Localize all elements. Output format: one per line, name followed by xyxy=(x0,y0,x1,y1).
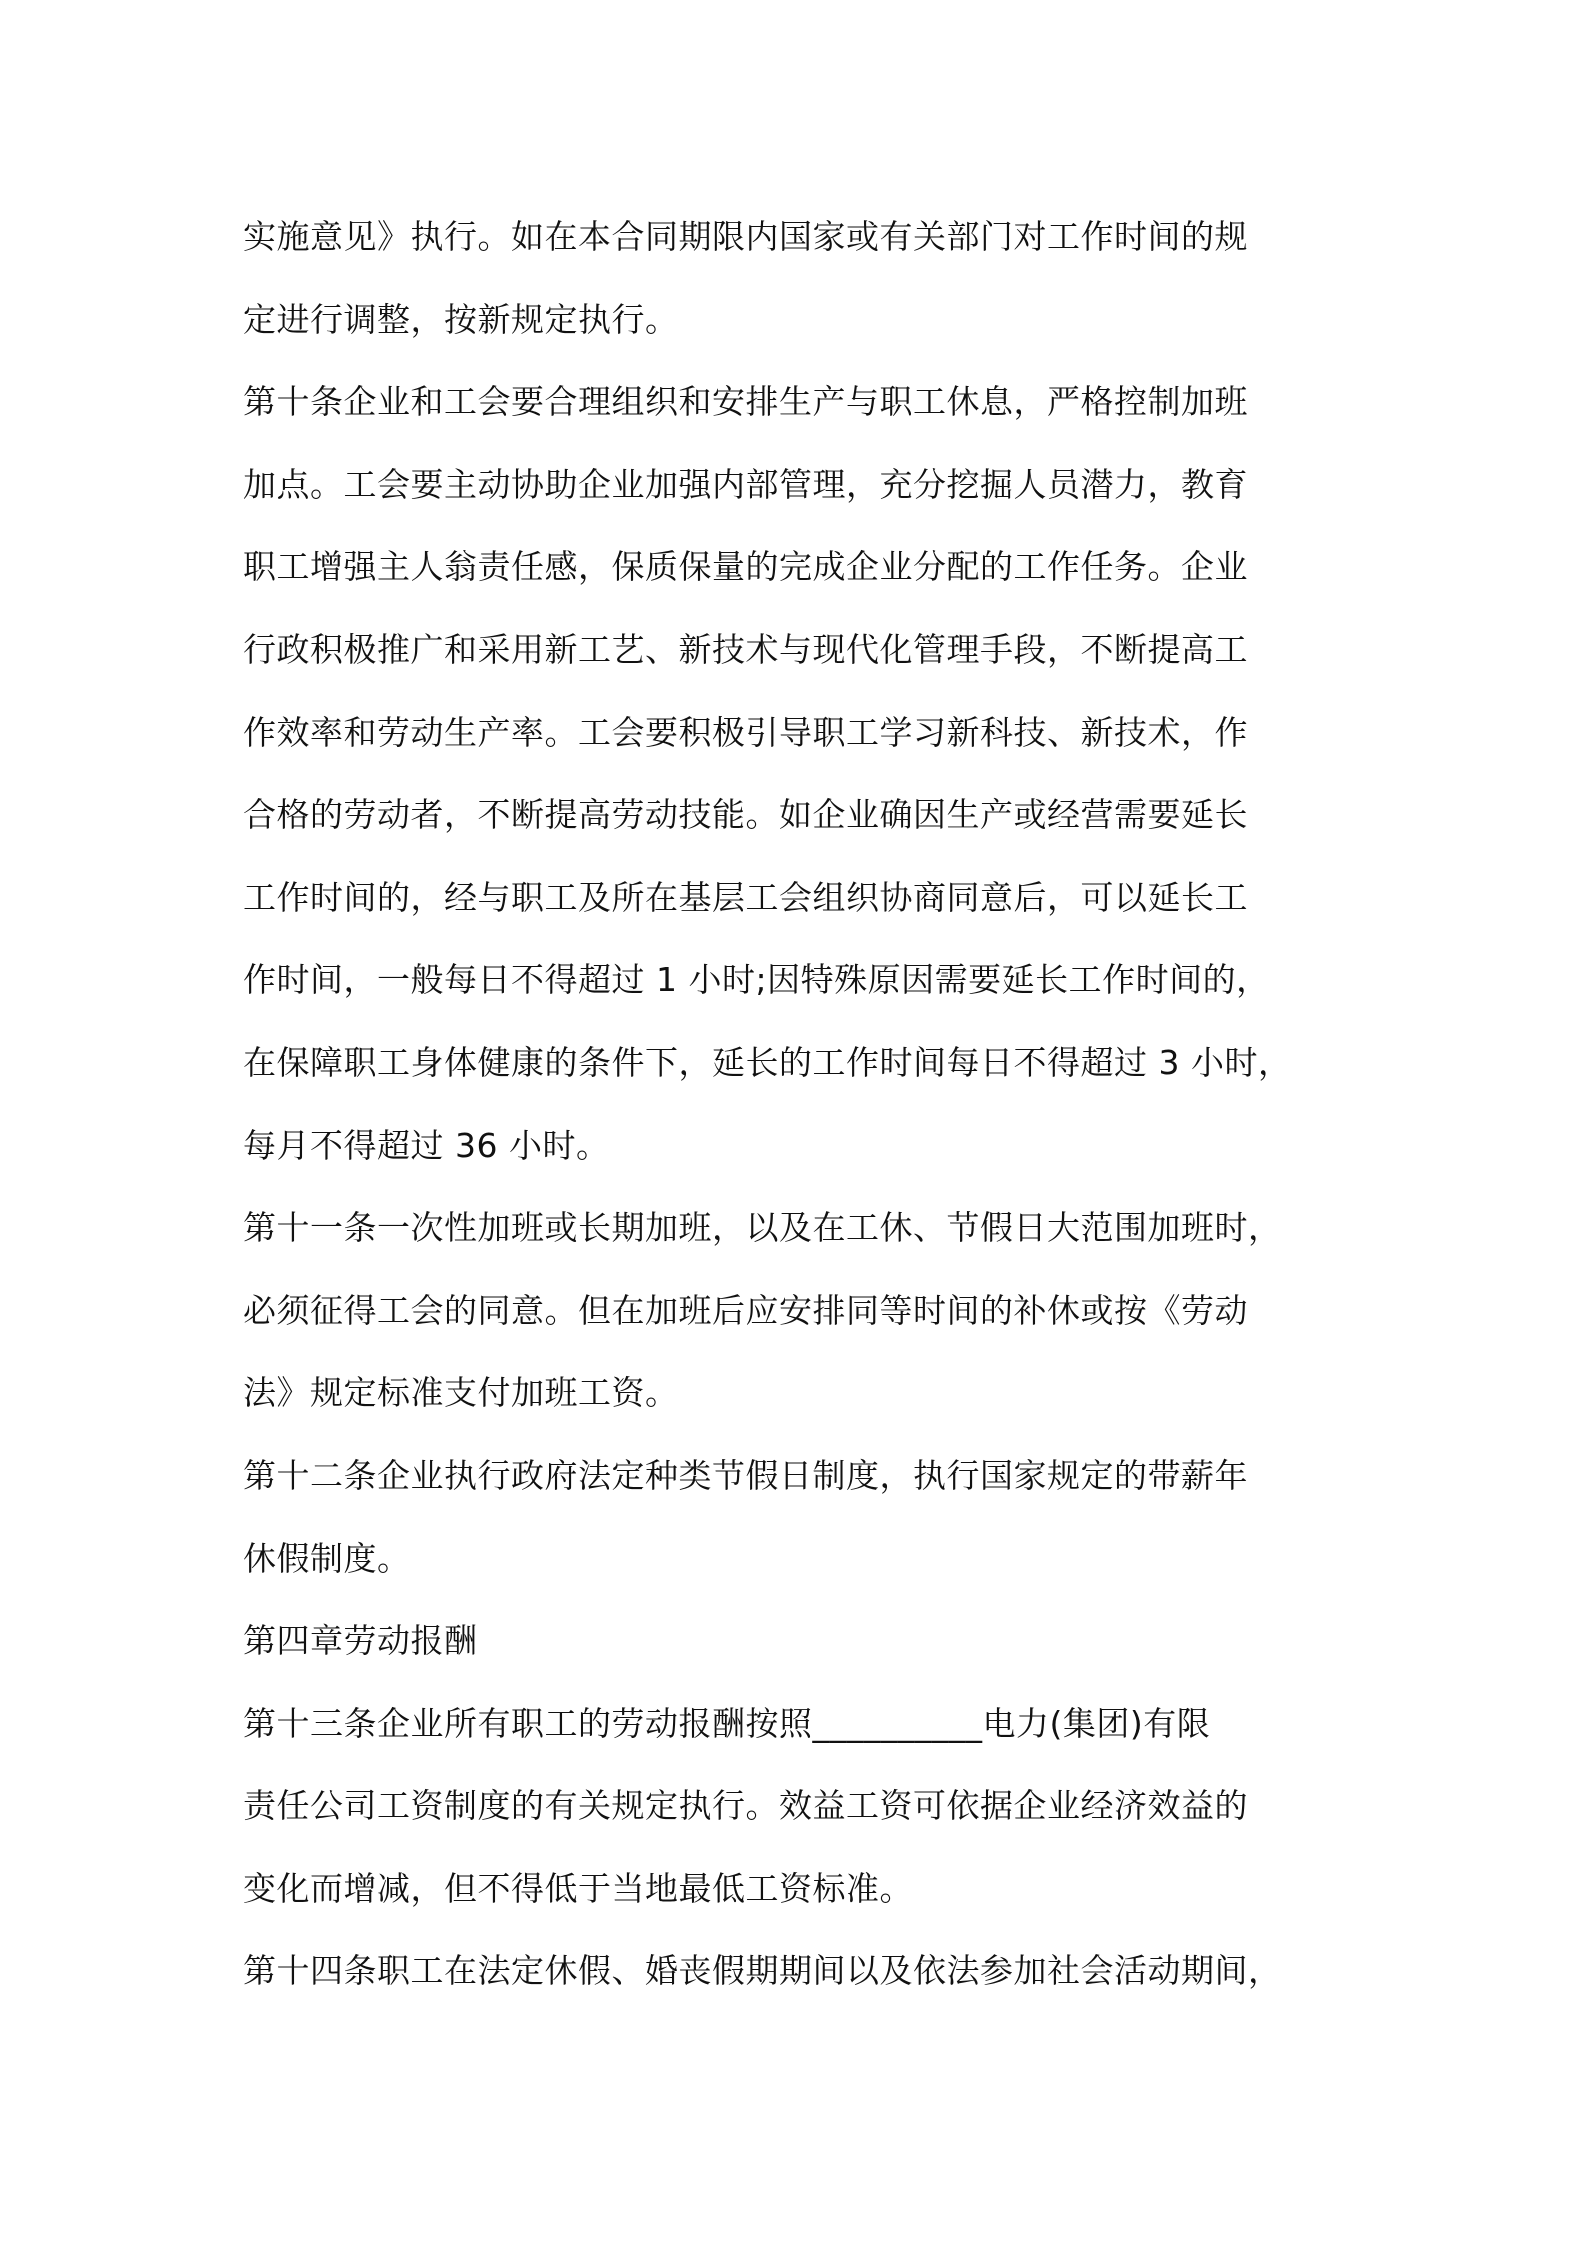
text-line: 每月不得超过 36 小时。 xyxy=(243,1125,610,1165)
text-line: 必须征得工会的同意。但在加班后应安排同等时间的补休或按《劳动 xyxy=(243,1290,1248,1330)
text-line: 第十四条职工在法定休假、婚丧假期期间以及依法参加社会活动期间， xyxy=(243,1951,1282,1991)
text-line: 第十条企业和工会要合理组织和安排生产与职工休息，严格控制加班 xyxy=(243,382,1248,422)
chapter-heading: 第四章劳动报酬 xyxy=(243,1621,478,1661)
text-line: 工作时间的，经与职工及所在基层工会组织协商同意后，可以延长工 xyxy=(243,877,1248,917)
text-line: 定进行调整，按新规定执行。 xyxy=(243,299,679,339)
text-line: 第十三条企业所有职工的劳动报酬按照__________电力(集团)有限 xyxy=(243,1703,1211,1743)
text-line: 合格的劳动者，不断提高劳动技能。如企业确因生产或经营需要延长 xyxy=(243,795,1248,835)
text-line: 实施意见》执行。如在本合同期限内国家或有关部门对工作时间的规 xyxy=(243,217,1248,256)
text-line: 在保障职工身体健康的条件下，延长的工作时间每日不得超过 3 小时， xyxy=(243,1042,1292,1082)
text-line: 法》规定标准支付加班工资。 xyxy=(243,1373,679,1413)
text-line: 行政积极推广和采用新工艺、新技术与现代化管理手段，不断提高工 xyxy=(243,629,1248,669)
text-line: 第十一条一次性加班或长期加班，以及在工休、节假日大范围加班时， xyxy=(243,1208,1282,1248)
text-line: 作时间，一般每日不得超过 1 小时;因特殊原因需要延长工作时间的， xyxy=(243,960,1270,1000)
text-line: 责任公司工资制度的有关规定执行。效益工资可依据企业经济效益的 xyxy=(243,1786,1248,1826)
text-line: 第十二条企业执行政府法定种类节假日制度，执行国家规定的带薪年 xyxy=(243,1455,1248,1495)
text-line: 加点。工会要主动协助企业加强内部管理，充分挖掘人员潜力，教育 xyxy=(243,464,1248,504)
text-line: 变化而增减，但不得低于当地最低工资标准。 xyxy=(243,1868,913,1908)
text-line: 职工增强主人翁责任感，保质保量的完成企业分配的工作任务。企业 xyxy=(243,547,1248,587)
document-body xyxy=(243,196,1363,2013)
text-line: 休假制度。 xyxy=(243,1538,411,1578)
text-line: 作效率和劳动生产率。工会要积极引导职工学习新科技、新技术，作 xyxy=(243,712,1248,752)
